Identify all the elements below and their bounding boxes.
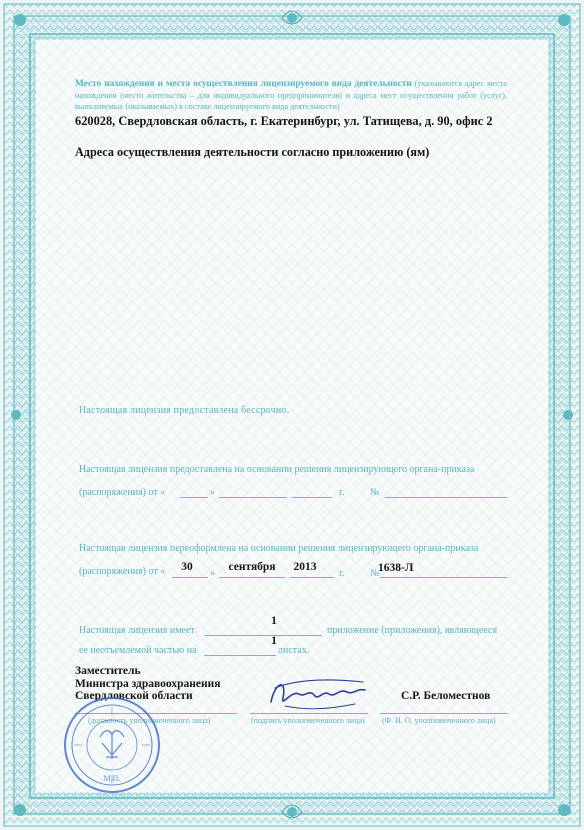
caption-name: (Ф. И. О. уполномоченного лица) [382, 716, 496, 725]
appendix-sheets-line [204, 655, 276, 656]
appendix-count-line [204, 635, 322, 636]
reissued-number-sign: № [370, 568, 380, 579]
name-line [380, 713, 508, 714]
reissued-day-line [172, 577, 208, 578]
appendix-row-1: Настоящая лицензия имеет [79, 625, 195, 636]
caption-signature: (подпись уполномоченного лица) [251, 716, 365, 725]
reissued-year: 2013 [293, 561, 317, 573]
appendix-sheets-count: 1 [271, 635, 277, 647]
reissued-number: 1638-Л [378, 562, 414, 574]
basis-granted-line: Настоящая лицензия предоставлена на основании решения лицензирующего органа-приказа [79, 464, 475, 475]
appendix-text-4: листах. [278, 645, 310, 656]
granted-number-sign: № [370, 487, 380, 498]
reissued-year-suffix: г. [339, 568, 345, 579]
appendix-row-2: ее неотъемлемой частью на [79, 645, 197, 656]
addresses-appendix-note: Адреса осуществления деятельности согласно приложению (ям) [75, 145, 430, 159]
handwritten-signature [265, 670, 375, 720]
official-position: Заместитель Министра здравоохранения Свердловской области [75, 665, 221, 703]
granted-month-line [219, 497, 287, 498]
reissued-year-line [290, 577, 334, 578]
official-seal-stamp [62, 695, 162, 795]
caption-position: (должность уполномоченного лица) [88, 716, 211, 725]
place-heading: Место нахождения и места осуществления лицензируемого вида деятельности (указываются адрес места нахождения (место жительства – для индивидуального предпринимателя) и адреса мест осуществления работ (услуг), выполняемых (оказываемых) в составе лицензируемого вида деятельности) [75, 79, 508, 112]
granted-day-line [180, 497, 208, 498]
appendix-text-2: приложение (приложения), являющееся [327, 625, 498, 636]
granted-year-suffix: г. [339, 487, 345, 498]
license-address: 620028, Свердловская область, г. Екатеринбург, ул. Татищева, д. 90, офис 2 [75, 114, 493, 128]
basis-reissued-date-row: (распоряжения) от « [79, 566, 166, 577]
appendix-count: 1 [271, 615, 277, 627]
basis-reissued-line: Настоящая лицензия переоформлена на основании решения лицензирующего органа-приказа [79, 543, 479, 554]
reissued-day: 30 [181, 561, 193, 573]
reissued-quote-close: » [210, 568, 215, 579]
granted-year-line [292, 497, 332, 498]
granted-quote-close: » [210, 487, 215, 498]
reissued-number-line [380, 577, 507, 578]
reissued-month-line [219, 577, 285, 578]
granted-number-line [385, 497, 507, 498]
reissued-month: сентября [228, 561, 276, 573]
license-term: Настоящая лицензия предоставлена бессрочно. [79, 405, 290, 416]
signer-name: С.Р. Беломестнов [401, 690, 491, 702]
svg-text:М.П.: М.П. [103, 774, 121, 783]
basis-granted-date-row: (распоряжения) от « [79, 487, 166, 498]
